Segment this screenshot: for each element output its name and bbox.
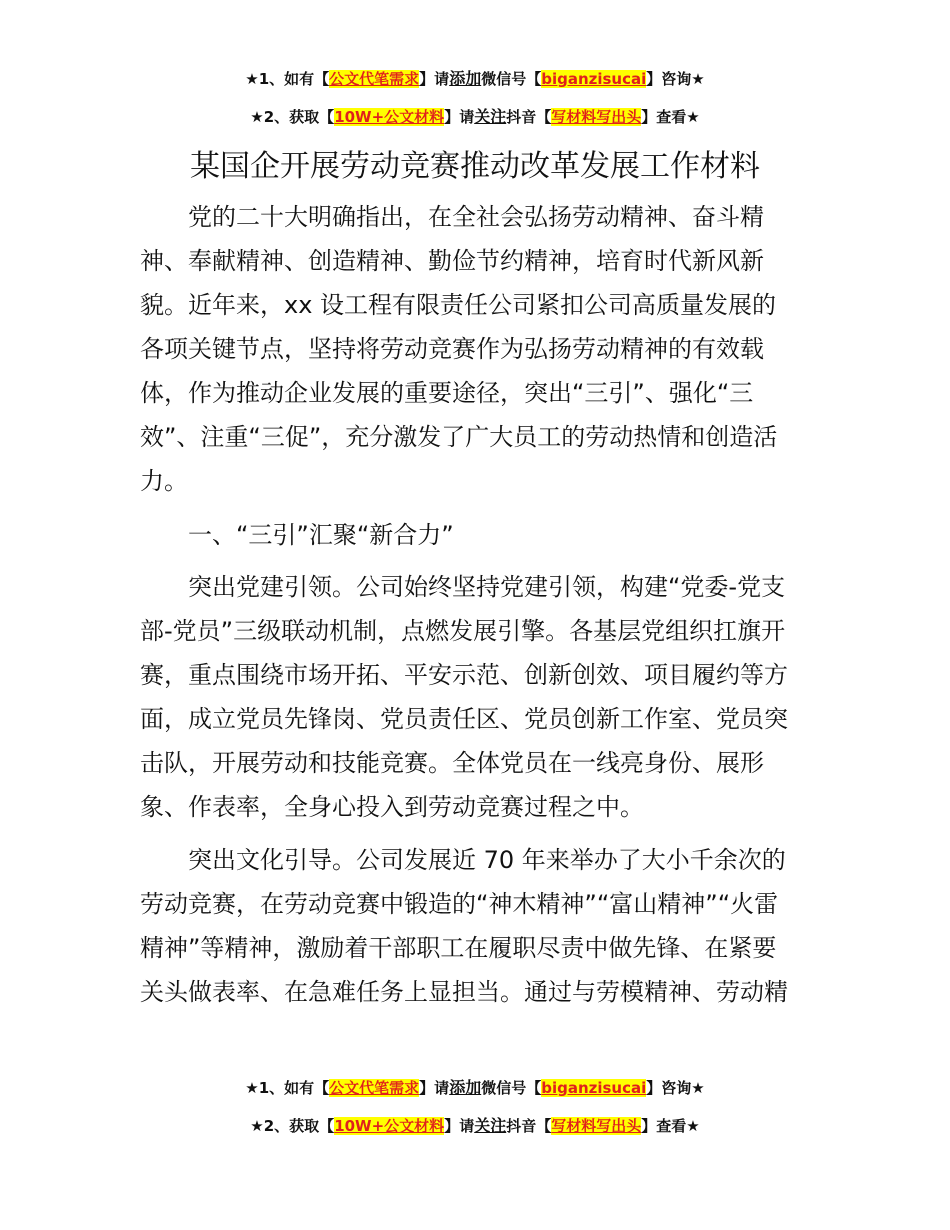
banner-text: 】查看★	[641, 1117, 700, 1135]
body-line: 劳动竞赛，在劳动竞赛中锻造的“神木精神”“富山精神”“火雷	[140, 890, 779, 918]
body-line: 精神”等精神，激励着干部职工在履职尽责中做先锋、在紧要	[140, 934, 777, 962]
body-line: 突出文化引导。公司发展近 70 年来举办了大小千余次的	[188, 846, 786, 874]
banner-highlight: 公文代笔需求	[329, 70, 420, 88]
banner-highlight: 公文代笔需求	[329, 1079, 420, 1097]
document-title: 某国企开展劳动竞赛推动改革发展工作材料	[190, 149, 760, 184]
banner-underlined: 添加	[449, 69, 482, 88]
banner-text: ★1、如有【	[245, 1079, 330, 1097]
body-line: 各项关键节点，坚持将劳动竞赛作为弘扬劳动精神的有效载	[140, 335, 764, 363]
body-line: 象、作表率，全身心投入到劳动竞赛过程之中。	[140, 793, 644, 821]
banner-highlight: 10W+公文材料	[334, 108, 445, 126]
body-line: 击队，开展劳动和技能竞赛。全体党员在一线亮身份、展形	[140, 749, 764, 777]
banner-text: 】请	[444, 108, 475, 126]
banner-text: 】咨询★	[646, 70, 705, 88]
banner-wechat-id: biganzisucai	[541, 1079, 647, 1097]
banner-text: 抖音【	[506, 108, 552, 126]
body-line: 关头做表率、在急难任务上显担当。通过与劳模精神、劳动精	[140, 978, 788, 1006]
banner-highlight: 10W+公文材料	[334, 1117, 445, 1135]
banner-douyin-id: 写材料写出头	[551, 108, 642, 126]
banner-text: 】请	[444, 1117, 475, 1135]
banner-text: 微信号【	[481, 70, 542, 88]
body-line: 貌。近年来，xx 设工程有限责任公司紧扣公司高质量发展的	[140, 291, 777, 319]
body-line: 党的二十大明确指出，在全社会弘扬劳动精神、奋斗精	[188, 203, 764, 231]
body-line: 效”、注重“三促”，充分激发了广大员工的劳动热情和创造活	[140, 423, 778, 451]
header-banner-line-1	[0, 68, 950, 90]
banner-text: 】咨询★	[646, 1079, 705, 1097]
body-line: 面，成立党员先锋岗、党员责任区、党员创新工作室、党员突	[140, 705, 788, 733]
body-line: 力。	[140, 467, 188, 495]
body-line: 突出党建引领。公司始终坚持党建引领，构建“党委-党支	[188, 573, 786, 601]
banner-text: 】请	[419, 70, 450, 88]
banner-underlined: 关注	[474, 1116, 507, 1135]
banner-text: ★2、获取【	[250, 108, 335, 126]
header-banner-line-2	[0, 106, 950, 128]
banner-text: 】请	[419, 1079, 450, 1097]
body-line: 部-党员”三级联动机制，点燃发展引擎。各基层党组织扛旗开	[140, 617, 786, 645]
banner-douyin-id: 写材料写出头	[551, 1117, 642, 1135]
banner-text: ★1、如有【	[245, 70, 330, 88]
banner-wechat-id: biganzisucai	[541, 70, 647, 88]
banner-text: ★2、获取【	[250, 1117, 335, 1135]
body-line: 体，作为推动企业发展的重要途径，突出“三引”、强化“三	[140, 379, 754, 407]
banner-underlined: 添加	[449, 1078, 482, 1097]
banner-text: 微信号【	[481, 1079, 542, 1097]
footer-banner-line-2	[0, 1115, 950, 1137]
banner-underlined: 关注	[474, 107, 507, 126]
body-line: 神、奉献精神、创造精神、勤俭节约精神，培育时代新风新	[140, 247, 764, 275]
body-line: 赛，重点围绕市场开拓、平安示范、创新创效、项目履约等方	[140, 661, 788, 689]
footer-banner-line-1	[0, 1077, 950, 1099]
banner-text: 抖音【	[506, 1117, 552, 1135]
banner-text: 】查看★	[641, 108, 700, 126]
section-heading: 一、“三引”汇聚“新合力”	[188, 521, 454, 549]
